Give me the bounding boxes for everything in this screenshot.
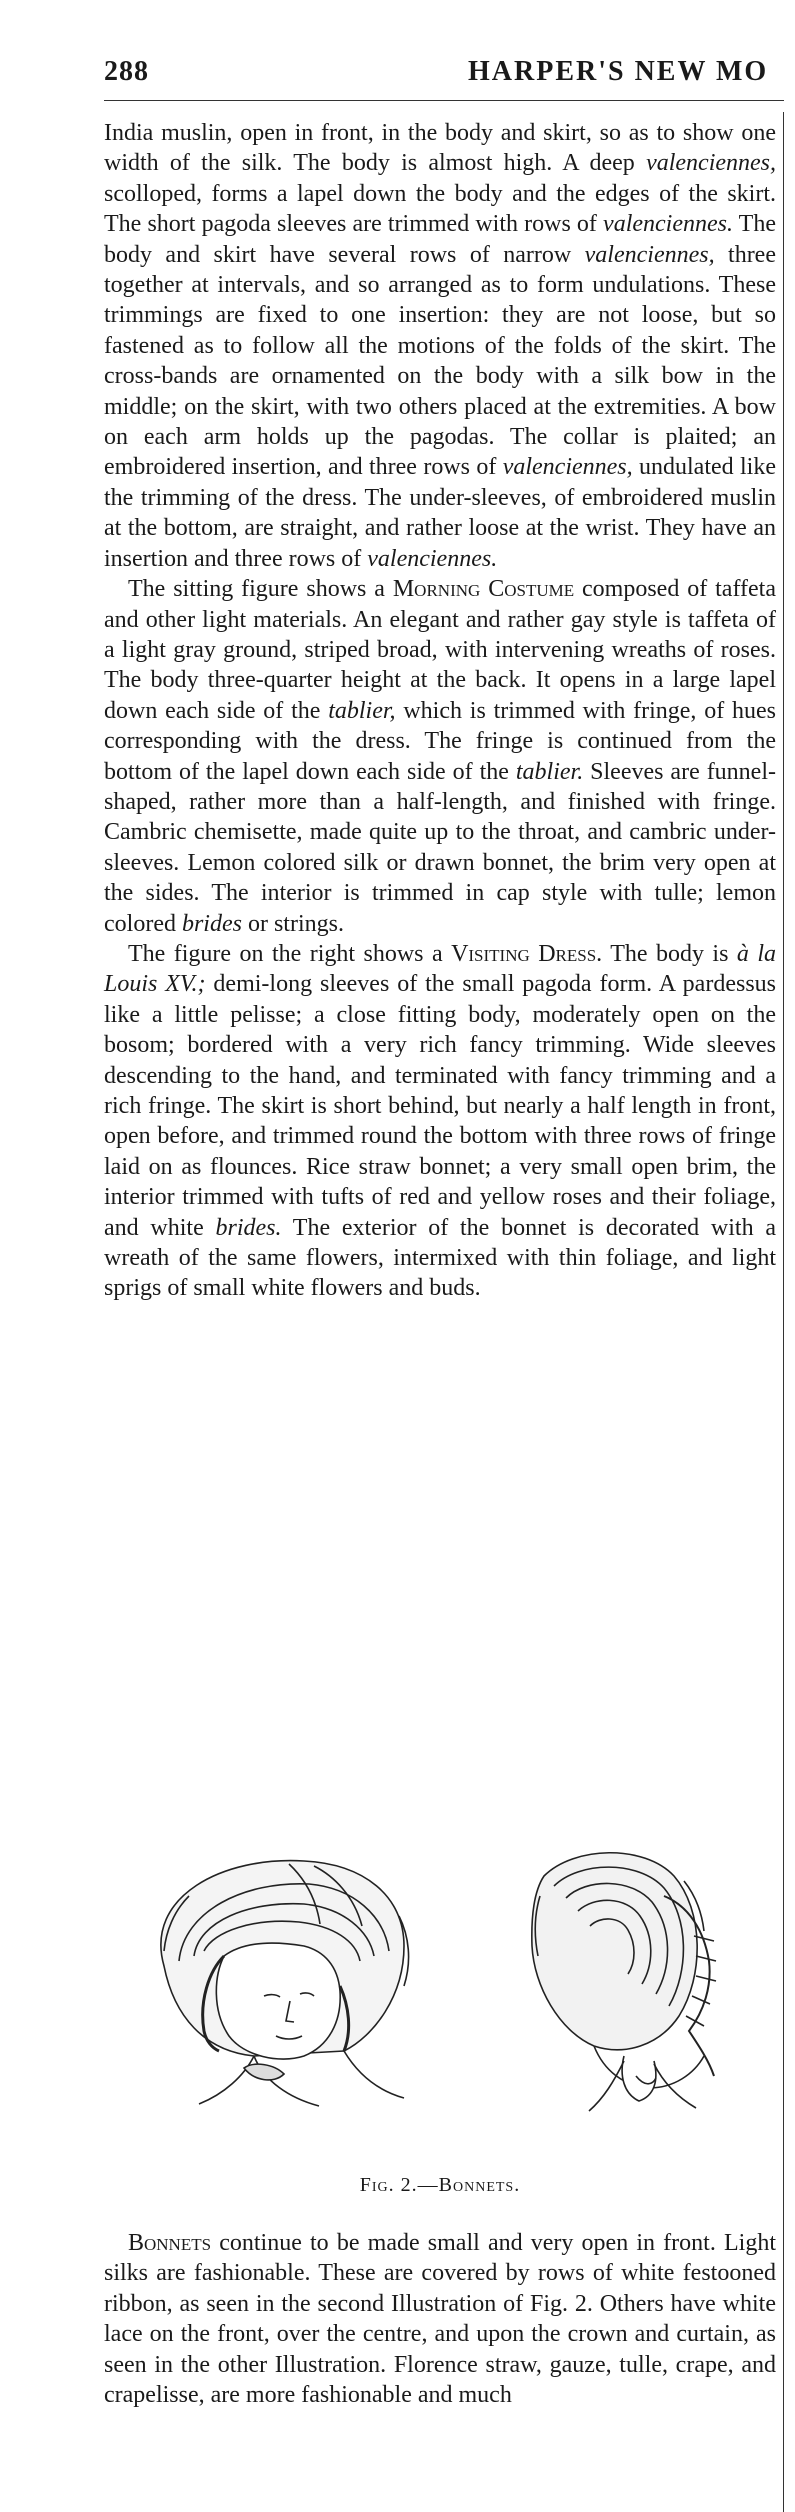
- paragraph-3: The figure on the right shows a Visiting Dress. The body is à la Louis XV.; demi-long sleeves of the small pagoda form. A pardessus like a little pelisse; a close fitting body, moderately open on the bosom; bordered with a very rich fancy trimming. Wide sleeves descending to the hand, and terminated with fancy trimming and a rich fringe. The skirt is short behind, but nearly a half length in front, open before, and trimmed round the bottom with three rows of fringe laid on as flounces. Rice straw bonnet; a very small open brim, the interior trimmed with tufts of red and yellow roses and their foliage, and white brides. The exterior of the bonnet is decorated with a wreath of the same flowers, intermixed with thin foliage, and light sprigs of small white flowers and buds.: [104, 940, 777, 1302]
- figure-caption: Fig. 2.—Bonnets.: [359, 2174, 521, 2196]
- page-header: [104, 56, 795, 106]
- bonnet-left-figure: [161, 1861, 409, 2106]
- paragraph-1: India muslin, open in front, in the body and skirt, so as to show one width of the silk. The body is almost high. A deep valenciennes, scolloped, forms a lapel down the body and the edges of the skirt. The short pagoda sleeves are trimmed with rows of valenciennes. The body and skirt have several rows of narrow valenciennes, three together at intervals, and so arranged as to form undulations. These trimmings are fixed to one insertion: they are not loose, but so fastened as to follow all the motions of the folds of the skirt. The cross-bands are ornamented on the body with a silk bow in the middle; on the skirt, with two others placed at the extremities. A bow on each arm holds up the pagodas. The collar is plaited; an embroidered insertion, and three rows of valenciennes, undulated like the trimming of the dress. The under-sleeves, of embroidered muslin at the bottom, are straight, and rather loose at the wrist. They have an insertion and three rows of valenciennes.: [104, 120, 776, 572]
- article-text-bottom: [104, 2228, 776, 2410]
- column-rule: [783, 112, 784, 2512]
- bonnets-illustration: [104, 1836, 776, 2136]
- bonnet-right-figure: [532, 1853, 716, 2111]
- running-title: HARPER'S NEW MO: [468, 56, 769, 87]
- paragraph-2: The sitting figure shows a Morning Costume composed of taffeta and other light materials. An elegant and rather gay style is taffeta of a light gray ground, striped broad, with intervening wreaths of roses. The body three-quarter height at the back. It opens in a large lapel down each side of the tablier, which is trimmed with fringe, of hues corresponding with the dress. The fringe is continued from the bottom of the lapel down each side of the tablier. Sleeves are funnel-shaped, rather more than a half-length, and finished with fringe. Cambric chemisette, made quite up to the throat, and cambric under-sleeves. Lemon colored silk or drawn bonnet, the brim very open at the sides. The interior is trimmed in cap style with tulle; lemon colored brides or strings.: [104, 576, 776, 937]
- article-text-top: [104, 118, 776, 1304]
- bonnets-engraving: [104, 1836, 776, 2136]
- page-number: 288: [104, 56, 149, 87]
- paragraph-4: Bonnets continue to be made small and very open in front. Light silks are fashionable. These are covered by rows of white festooned ribbon, as seen in the second Illustration of Fig. 2. Others have white lace on the front, over the centre, and upon the crown and curtain, as seen in the other Illustration. Florence straw, gauze, tulle, crape, and crapelisse, are more fashionable and much: [104, 2230, 776, 2409]
- header-rule: [104, 100, 784, 101]
